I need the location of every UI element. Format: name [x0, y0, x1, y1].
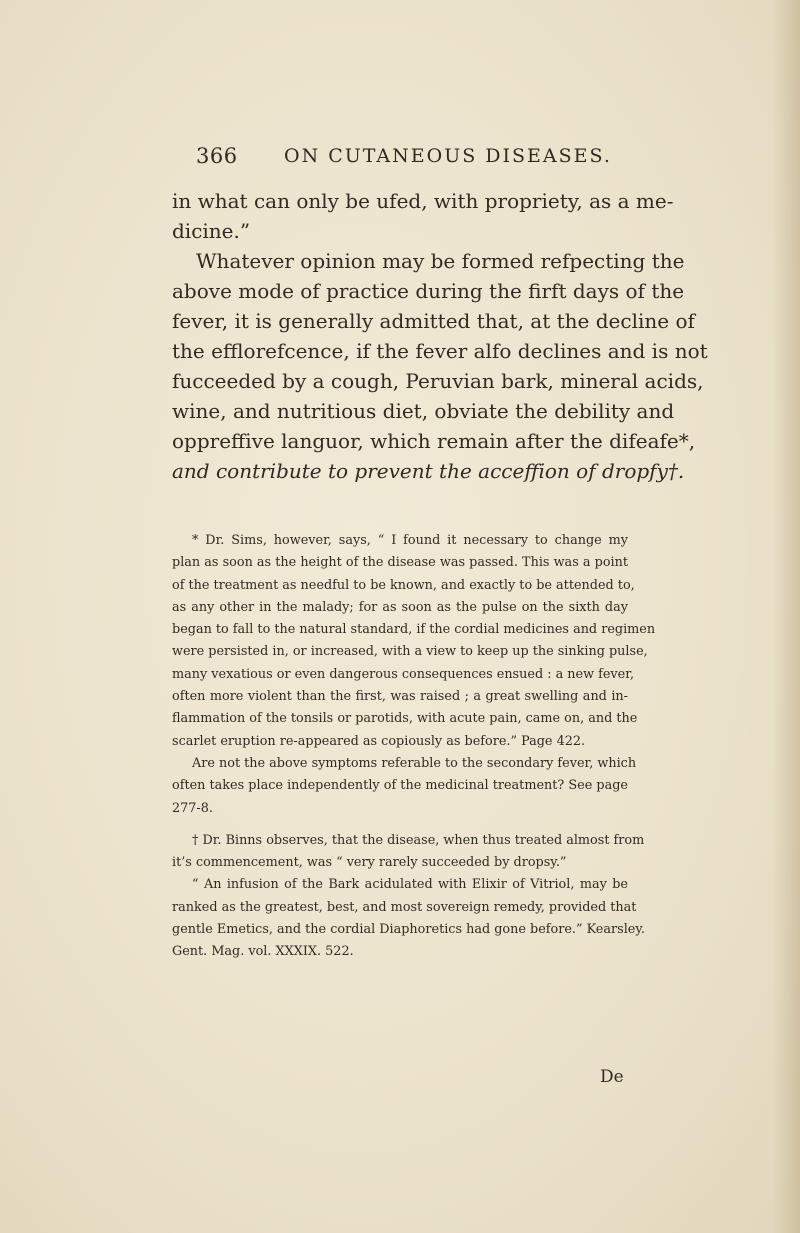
text-line: fucceeded by a cough, Peruvian bark, mineral acids,: [172, 369, 704, 393]
footnote-line: often more violent than the first, was raised ; a great swelling and in-: [172, 689, 628, 705]
page-header: [196, 144, 626, 170]
footnote-line: 277-8.: [172, 800, 213, 816]
footnote-line: † Dr. Binns observes, that the disease, when thus treated almost from: [192, 832, 645, 848]
footnotes: [172, 530, 656, 964]
footnote-line: flammation of the tonsils or parotids, with acute pain, came on, and the: [172, 711, 638, 727]
page-number: 366: [196, 144, 238, 168]
footnote-line: scarlet eruption re-appeared as copiously as before.” Page 422.: [172, 733, 586, 749]
footnote-line: it’s commencement, was “ very rarely succeeded by dropsy.”: [172, 855, 567, 871]
footnote-line: Gent. Mag. vol. XXXIX. 522.: [172, 944, 354, 960]
footnote-line: were persisted in, or increased, with a view to keep up the sinking pulse,: [172, 644, 648, 660]
footnote-line: * Dr. Sims, however, says, “ I found it necessary to change my: [192, 533, 628, 548]
running-head: ON CUTANEOUS DISEASES.: [284, 145, 612, 167]
main-text: [172, 186, 708, 486]
footnote-line: many vexatious or even dangerous consequences ensued : a new fever,: [172, 666, 635, 682]
footnote-line: ranked as the greatest, best, and most sovereign remedy, provided that: [172, 899, 637, 915]
text-line: in what can only be ufed, with propriety, as a me-: [172, 189, 674, 213]
text-line: fever, it is generally admitted that, at the decline of: [172, 309, 695, 333]
text-line: above mode of practice during the firft days of the: [172, 279, 685, 303]
text-line: and contribute to prevent the acceffion of dropfy†.: [172, 459, 685, 483]
footnote-line: Are not the above symptoms referable to the secondary fever, which: [192, 755, 637, 771]
text-line: wine, and nutritious diet, obviate the debility and: [172, 399, 675, 423]
footnote-line: of the treatment as needful to be known, and exactly to be attended to,: [172, 577, 635, 593]
footnote-line: began to fall to the natural standard, if the cordial medicines and regimen: [172, 622, 656, 638]
footnote-line: often takes place independently of the medicinal treatment? See page: [172, 778, 628, 794]
text-line: Whatever opinion may be formed refpecting the: [196, 249, 685, 273]
footnote-gap: [172, 820, 628, 830]
text-line: oppreffive languor, which remain after the difeafe*,: [172, 429, 696, 453]
text-line: dicine.”: [172, 219, 251, 243]
text-line: the efflorefcence, if the fever alfo declines and is not: [172, 339, 708, 363]
catchword: De: [600, 1067, 624, 1087]
footnote-line: gentle Emetics, and the cordial Diaphoretics had gone before.” Kearsley.: [172, 922, 645, 938]
footnote-line: plan as soon as the height of the disease was passed. This was a point: [172, 555, 628, 571]
footnote-line: “ An infusion of the Bark acidulated with Elixir of Vitriol, may be: [192, 877, 628, 893]
footnote-line: as any other in the malady; for as soon as the pulse on the sixth day: [172, 599, 628, 615]
